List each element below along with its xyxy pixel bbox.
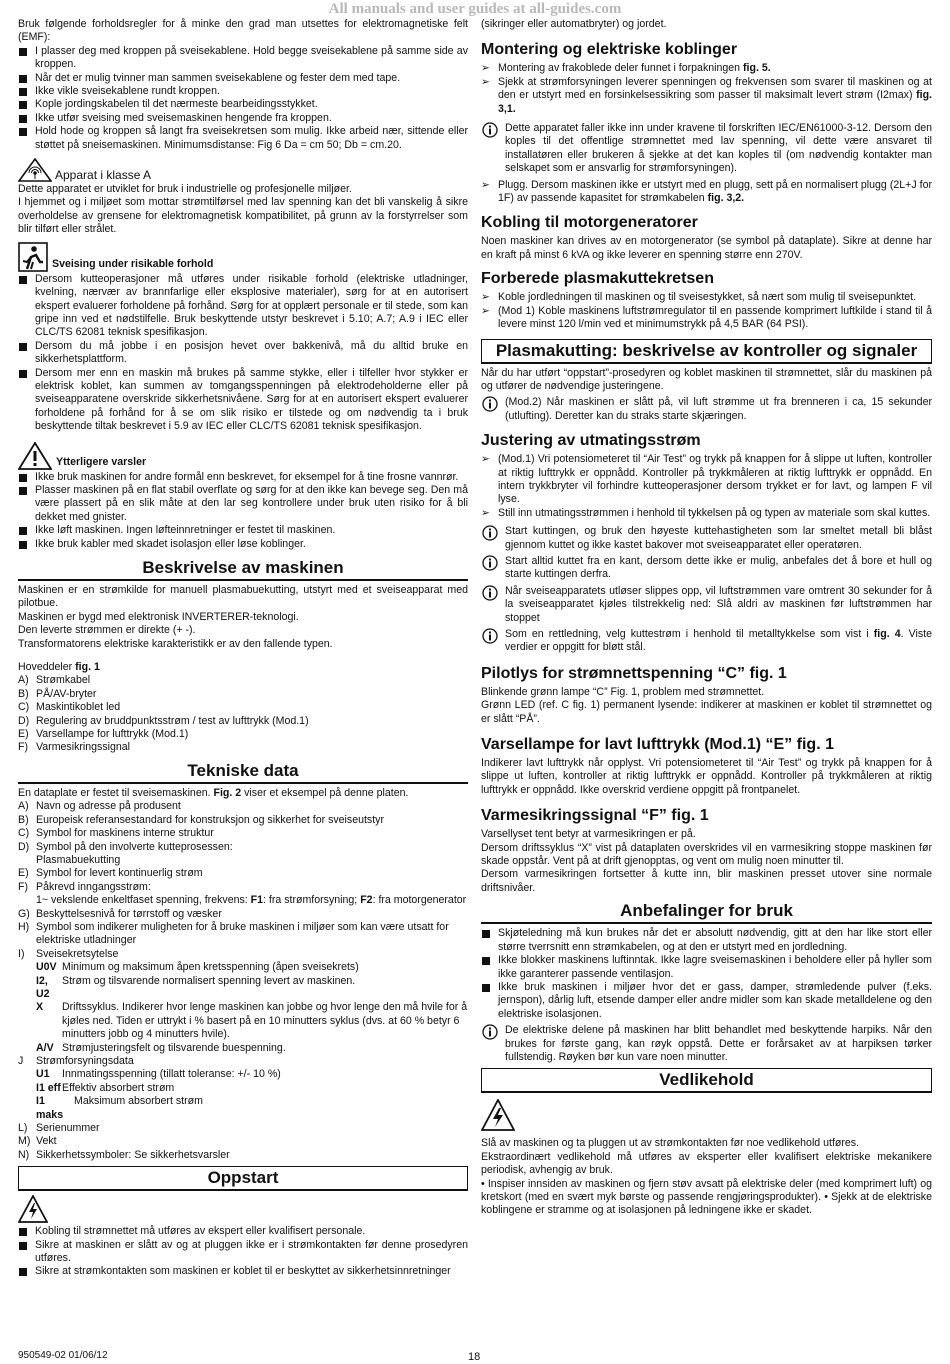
list-item: Dersom mer enn en maskin må brukes på samme stykke, eller i tilfeller hvor stykker er elektrisk koblet, kan summen av tomgangsspenningen på elektrodeholderne eller på sveiseapparatene overskride sikkerhetsnivåene. Sørg for at en autorisert ekspert evaluerer forholdene på forhånd for å se om slik risiko er tilstede og om nødvendig ta i bruk beskyttende tiltak beskrevet i 5.9 av IEC eller CLC/TS 62081 teknisk spesifikasjon. [18,367,468,434]
power-supply-list [18,1068,468,1122]
arrow-icon: ➢ [481,506,490,519]
circuit-performance-list [18,961,468,1055]
mounting-plug-list [481,179,932,206]
prepare-section-title: Forberede plasmakuttekretsen [481,270,714,288]
list-item: ➢ (Mod 1) Koble maskinens luftstrømregulator til en passende komprimert luftkilde i stand til å levere minst 120 l/min ved et minimumstrykk på 4,5 BAR (64 PSI). [481,304,932,331]
list-item: Ikke løft maskinen. Ingen løfteinnretninger er festet til maskinen. [18,524,468,537]
arrow-icon: ➢ [481,291,490,304]
description-text-4: Transformatorens elektriske karakteristikk er av den fallende typen. [18,637,333,650]
list-item: I1 maks Maksimum absorbert strøm [36,1095,203,1121]
class-a-header [18,158,468,182]
document-code: 950549-02 01/06/12 [18,1350,108,1361]
technical-data-list-end [18,1122,468,1162]
description-text-2: Maskinen er bygd med elektronisk INVERTERER-teknologi. [18,610,299,623]
list-item: Plasser maskinen på en flat stabil overflate og sørg for at den ikke kan bevege seg. Den må være plassert på en slik måte at den lar seg kontrollere under bruk uten risiko for å bli dekket med gnister. [18,484,468,524]
thermal-text-1: Varsellyset tent betyr at varmesikringen er på. [481,828,696,841]
class-a-title: Apparat i klasse A [55,167,152,182]
info-icon [482,1024,498,1040]
emf-list [18,45,468,152]
list-item: Sikre at strømkontakten som maskinen er koblet til er beskyttet av sikkerhetsinnretninger [18,1265,468,1278]
mounting-list [481,62,932,116]
arrow-icon: ➢ [481,62,490,75]
mounting-info-note: Dette apparatet faller ikke inn under kravene til forskriften IEC/EN61000-3-12. Dersom den koples til det offentlige strømnettet med lav spenning, vil dette være ansvaret til installatøren eller brukeren å sjekke at det kan koples til (om nødvendig kontakter man selskapet som er ansvarlig for strømforsyningen). [481,122,932,176]
adjust-info-note: Som en rettledning, velg kuttestrøm i henhold til metalltykkelse som vist i fig. 4. Viste verdier er oppgitt for bløtt stål. [481,628,932,655]
risk-person-icon [18,242,48,272]
description-text-1: Maskinen er en strømkilde for manuell plasmabuekutting, utstyrt med et sveiseapparat med pilotbue. [18,584,468,610]
technical-data-section-title: Tekniske data [18,760,468,784]
prepare-list [481,291,932,331]
list-item: N) Sikkerhetssymboler: Se sikkerhetsvarsler [18,1148,230,1161]
list-item: F) Påkrevd inngangsstrøm: [18,880,151,893]
thermal-section-title: Varmesikringssignal “F” fig. 1 [481,807,709,825]
continued-text: (sikringer eller automatbryter) og jordet. [481,18,667,30]
maintenance-text-1: Slå av maskinen og ta pluggen ut av strømkontakten før noe vedlikehold utføres. [481,1137,860,1150]
list-item: E) Varsellampe for lufttrykk (Mod.1) [18,728,189,741]
right-column [481,18,932,1218]
recommendations-list [481,927,932,1021]
list-item: ➢ Still inn utmatingsstrømmen i henhold til tykkelsen på og typen av materiale som skal kuttes. [481,506,931,519]
pilot-section-title: Pilotlys for strømnettspenning “C” fig. 1 [481,664,787,682]
page-number: 18 [468,1351,481,1363]
adjust-info-note: Når sveiseapparatets utløser slippes opp, vil luftstrømmen vare omtrent 30 sekunder for å la sveiseapparatet kjøles tilstrekkelig ned: Slå aldri av maskinen før luftstrømmen har stoppet [481,585,932,625]
warning-exclamation-icon [18,442,52,470]
further-title: Ytterligere varsler [56,456,147,469]
plasma-text: Når du har utført “oppstart”-prosedyren og koblet maskinen til strømnettet, slår du maskinen på og utfører de nødvendige justeringene. [481,366,932,392]
emf-intro: Bruk følgende forholdsregler for å minke den grad man utsettes for elektromagnetiske felt (EMF): [18,18,468,44]
list-item: ➢ Sjekk at strømforsyningen leverer spenningen og frekvensen som svarer til maskinen og at den er utstyrt med en forsinkelsessikring som passer til maksimalt levert strøm (I2max) fig. 3,1. [481,75,932,115]
list-item: A/V Strømjusteringsfelt og tilsvarende buespenning. [36,1041,286,1054]
info-icon [482,555,498,571]
list-item: G) Beskyttelsesnivå for tørrstoff og væsker [18,907,222,920]
list-item: Når det er mulig tvinner man sammen sveisekablene og fester dem med tape. [18,72,468,85]
list-item: ➢ Koble jordledningen til maskinen og til sveisestykket, så nært som mulig til sveisepunktet. [481,291,917,304]
maintenance-text-2: Ekstraordinært vedlikehold må utføres av eksperter eller kvalifisert elektriske mekanikere periodisk, avhengig av bruk. [481,1150,932,1177]
power-supply-header [18,1055,468,1068]
list-item: ➢ (Mod.1) Vri potensiometeret til “Air Test” og trykk på knappen for å slippe ut luften, kontroller at riktig lufttrykk er oppnådd. Kontroller på trykkmåleren at riktig lufttrykk er oppnådd. En intern trykkbryter vil forhindre kutteoperasjoner dersom trykket er for lavt, og lampen F vil lyse. [481,453,932,506]
left-column [18,18,468,1279]
info-icon [482,628,498,644]
list-item: F) Varmesikringssignal [18,741,131,754]
info-icon [482,122,498,138]
electric-hazard-icon [18,1195,48,1223]
thermal-text-3: Dersom varmesikringen fortsetter å kutte inn, blir maskinen presset utover sine normale driftsnivåer. [481,868,932,894]
arrow-icon: ➢ [481,75,490,88]
list-item: Ikke bruk maskinen for andre formål enn beskrevet, for eksempel for å tine frosne vannrør. [18,471,468,484]
list-item: C) Maskintikoblet led [18,701,121,714]
list-item: B) PÅ/AV-bryter [18,687,97,700]
further-list [18,471,468,551]
plasma-section-title: Plasmakutting: beskrivelse av kontroller og signaler [481,339,932,364]
list-item: I1 eff Effektiv absorbert strøm [36,1081,175,1094]
low-air-section-title: Varsellampe for lavt lufttrykk (Mod.1) “E” fig. 1 [481,736,834,754]
mounting-section-title: Montering og elektriske koblinger [481,41,738,59]
list-item: Kople jordingskabelen til det nærmeste bearbeidingsstykket. [18,98,468,111]
description-text-3: Den leverte strømmen er direkte (+ -). [18,624,196,637]
startup-section-title: Oppstart [18,1166,468,1191]
risk-header [18,242,468,272]
adjust-info-note: Start kuttingen, og bruk den høyeste kuttehastigheten som lar smeltet metall bli blåst gjennom kuttet og ikke kastet bakover mot sveiseapparatet eller operatøren. [481,525,932,552]
plasma-info-note: (Mod.2) Når maskinen er slått på, vil luft strømme ut fra brenneren i ca, 15 sekunder (utlufting). Deretter kan du straks starte skjæringen. [481,396,932,423]
generator-text: Noen maskiner kan drives av en motorgenerator (se symbol på dataplate). Sikre at denne har en kraft på minst 6 kVA og ikke leverer en spenning større enn 270V. [481,235,932,261]
generator-section-title: Kobling til motorgeneratorer [481,214,698,232]
adjust-section-title: Justering av utmatingsstrøm [481,432,701,450]
list-item: L) Serienummer [18,1122,100,1135]
arrow-icon: ➢ [481,304,490,317]
list-item: Ikke blokker maskinens luftinntak. Ikke lagre sveisemaskinen i beholdere eller på hyller som ikke garanterer passende ventilasjon. [481,954,932,981]
list-item: E) Symbol for levert kontinuerlig strøm [18,867,203,880]
low-air-text: Indikerer lavt lufttrykk når opplyst. Vri potensiometeret til “Air Test” og trykk på knappen for å slippe ut luften, kontroller at riktig lufttrykk er oppnådd. Kontroller på trykkmåleren at riktig lufttrykk er oppnådd. Ikke overskrid verdiene oppgitt på frontpanelet. [481,757,932,796]
list-item: J Strømforsyningsdata [18,1055,134,1067]
list-item: Dersom du må jobbe i en posisjon hevet over bakkenivå, må du alltid bruke en sikkerhetsplattform. [18,340,468,367]
main-parts-intro: Hoveddeler fig. 1 [18,661,100,674]
recommendations-section-title: Anbefalinger for bruk [481,900,932,924]
list-item: Dersom kutteoperasjoner må utføres under risikable forhold (elektriske utladninger, kvelning, nærvær av brannfarlige eller eksplosive materialer), sørg for at en autorisert ekspert evaluerer forholdene på forhånd. Sørg for at opplært personale er til stede, som kan gripe inn ved et nødstilfelle. Bruk beskyttende utstyr beskrevet i 5.10; A.7; A.9 i IEC eller CLC/TS 62081 teknisk spesifikasjon. [18,273,468,340]
main-parts-list [18,674,468,754]
list-item: Ikke bruk kabler med skadet isolasjon eller løse koblinger. [18,538,468,551]
list-item: D) Regulering av bruddpunktsstrøm / test av lufttrykk (Mod.1) [18,714,309,727]
arrow-icon: ➢ [481,178,490,191]
further-header [18,442,468,470]
radiation-warning-icon [18,158,52,182]
list-item: M) Vekt [18,1135,57,1148]
list-item: C) Symbol for maskinens interne struktur [18,827,214,840]
list-item: Plasmabuekutting [36,853,121,866]
list-item: I) Sveisekretsytelse [18,947,119,960]
list-item: Ikke vikle sveisekablene rundt kroppen. [18,85,468,98]
list-item: ➢ Montering av frakoblede deler funnet i forpakningen fig. 5. [481,62,771,75]
class-a-text-1: Dette apparatet er utviklet for bruk i industrielle og profesjonelle miljøer. [18,183,352,196]
adjust-info-note: Start alltid kuttet fra en kant, dersom dette ikke er mulig, anbefales det å bore et hull og starte kuttingen derfra. [481,555,932,582]
adjust-list [481,453,932,520]
thermal-text-2: Dersom driftssyklus “X” vist på dataplaten overskrides vil en varmesikring stoppe maskinen før skade oppstår. Vent på at drift gjenopptas, og vent om mulig noen minutter til. [481,841,932,868]
recommendations-info-note: De elektriske delene på maskinen har blitt behandlet med beskyttende harpiks. Når den brukes for første gang, kan røyk oppstå. Dette er forårsaket av at harpiksen tørker fullstendig. Røyken bør kun vare noen minutter. [481,1024,932,1064]
maintenance-text-3: • Inspiser innsiden av maskinen og fjern støv avsatt på elektriske deler (med komprimert luft) og kretskort (med en svært myk børste og passende rengjøringsprodukter). • Sjekk at de elektriske koblingene er stramme og at isolasjonen på ledningene ikke er skadet. [481,1177,932,1217]
list-item: D) Symbol på den involverte kutteprosessen: [18,840,233,853]
risk-list [18,273,468,434]
pilot-text-2: Grønn LED (ref. C fig. 1) permanent lysende: indikerer at maskinen er koblet til strømnettet og er slått “PÅ”. [481,699,932,725]
technical-data-intro: En dataplate er festet til sveisemaskinen. Fig. 2 viser et eksempel på denne platen. [18,786,409,799]
list-item: Hold hode og kroppen så langt fra sveisekretsen som mulig. Ikke arbeid nær, sittende eller støttet på sneisemaskinen. Minimumsdistanse: Fig 6 Da = cm 50; Db = cm.20. [18,125,468,152]
class-a-text-2: I hjemmet og i miljøet som mottar strømtilførsel med lav spenning kan det bli vanskelig å sikre overholdelse av grensene for elektromagnetisk kompatibilitet, på grunn av la forstyrrelser som blir tilført eller strålet. [18,196,468,236]
list-item: A) Strømkabel [18,674,91,687]
list-item: H) Symbol som indikerer muligheten for å bruke maskinen i miljøer som kan være utsatt for elektriske utladninger [18,920,449,947]
arrow-icon: ➢ [481,453,490,466]
list-item: Ikke utfør sveising med sveisemaskinen hengende fra kroppen. [18,112,468,125]
watermark: All manuals and user guides at all-guides.com [328,1,622,17]
list-item: 1~ vekslende enkeltfaset spenning, frekvens: F1: fra strømforsyning; F2: fra motorgenerator [36,894,467,907]
list-item: Ikke bruk maskinen i miljøer hvor det er gass, damper, strømledende pulver (f.eks. jernspon), dårlig luft, etsende damper eller andre midler som kan skade metalldelene og den elektriske isolasjonen. [481,981,932,1021]
list-item: I2, U2 Strøm og tilsvarende normalisert spenning levert av maskinen. [36,974,356,1000]
list-item: Skjøteledning må kun brukes når det er absolutt nødvendig, gitt at den har like stort eller større tverrsnitt enn strømkabelen, og at den er utstyrt med en jordledning. [481,927,932,954]
info-icon [482,585,498,601]
info-icon [482,525,498,541]
list-item: U1 Innmatingsspenning (tillatt toleranse: +/- 10 %) [36,1068,281,1081]
maintenance-section-title: Vedlikehold [481,1068,932,1093]
list-item: B) Europeisk referansestandard for konstruksjon og sikkerhet for sveiseutstyr [18,813,384,826]
list-item: Kobling til strømnettet må utføres av ekspert eller kvalifisert personale. [18,1225,468,1238]
list-item: U0V Minimum og maksimum åpen kretsspenning (åpen sveisekrets) [36,961,359,974]
description-section-title: Beskrivelse av maskinen [18,557,468,581]
list-item: ➢ Plugg. Dersom maskinen ikke er utstyrt med en plugg, sett på en normalisert plugg (2L+J for 1F) av passende kapasitet for strømkabelen fig. 3,2. [481,178,932,205]
list-item: A) Navn og adresse på produsent [18,800,181,813]
risk-title: Sveising under risikable forhold [52,258,214,271]
list-item: X Driftssyklus. Indikerer hvor lenge maskinen kan jobbe og hvor lenge den må hvile for å kjøles ned. Tiden er uttrykt i % basert på en 10 minutters syklus (dvs. at 60 % betyr 6 minutters jobb og 4 minutters hvile). [36,1001,468,1041]
electric-hazard-icon [481,1099,515,1131]
technical-data-list [18,800,468,961]
info-icon [482,396,498,412]
list-item: I plasser deg med kroppen på sveisekablene. Hold begge sveisekablene på samme side av kroppen. [18,45,468,72]
startup-list [18,1225,468,1279]
list-item: Sikre at maskinen er slått av og at pluggen ikke er i strømkontakten før denne prosedyren utføres. [18,1239,468,1266]
pilot-text-1: Blinkende grønn lampe “C” Fig. 1, problem med strømnettet. [481,685,765,698]
